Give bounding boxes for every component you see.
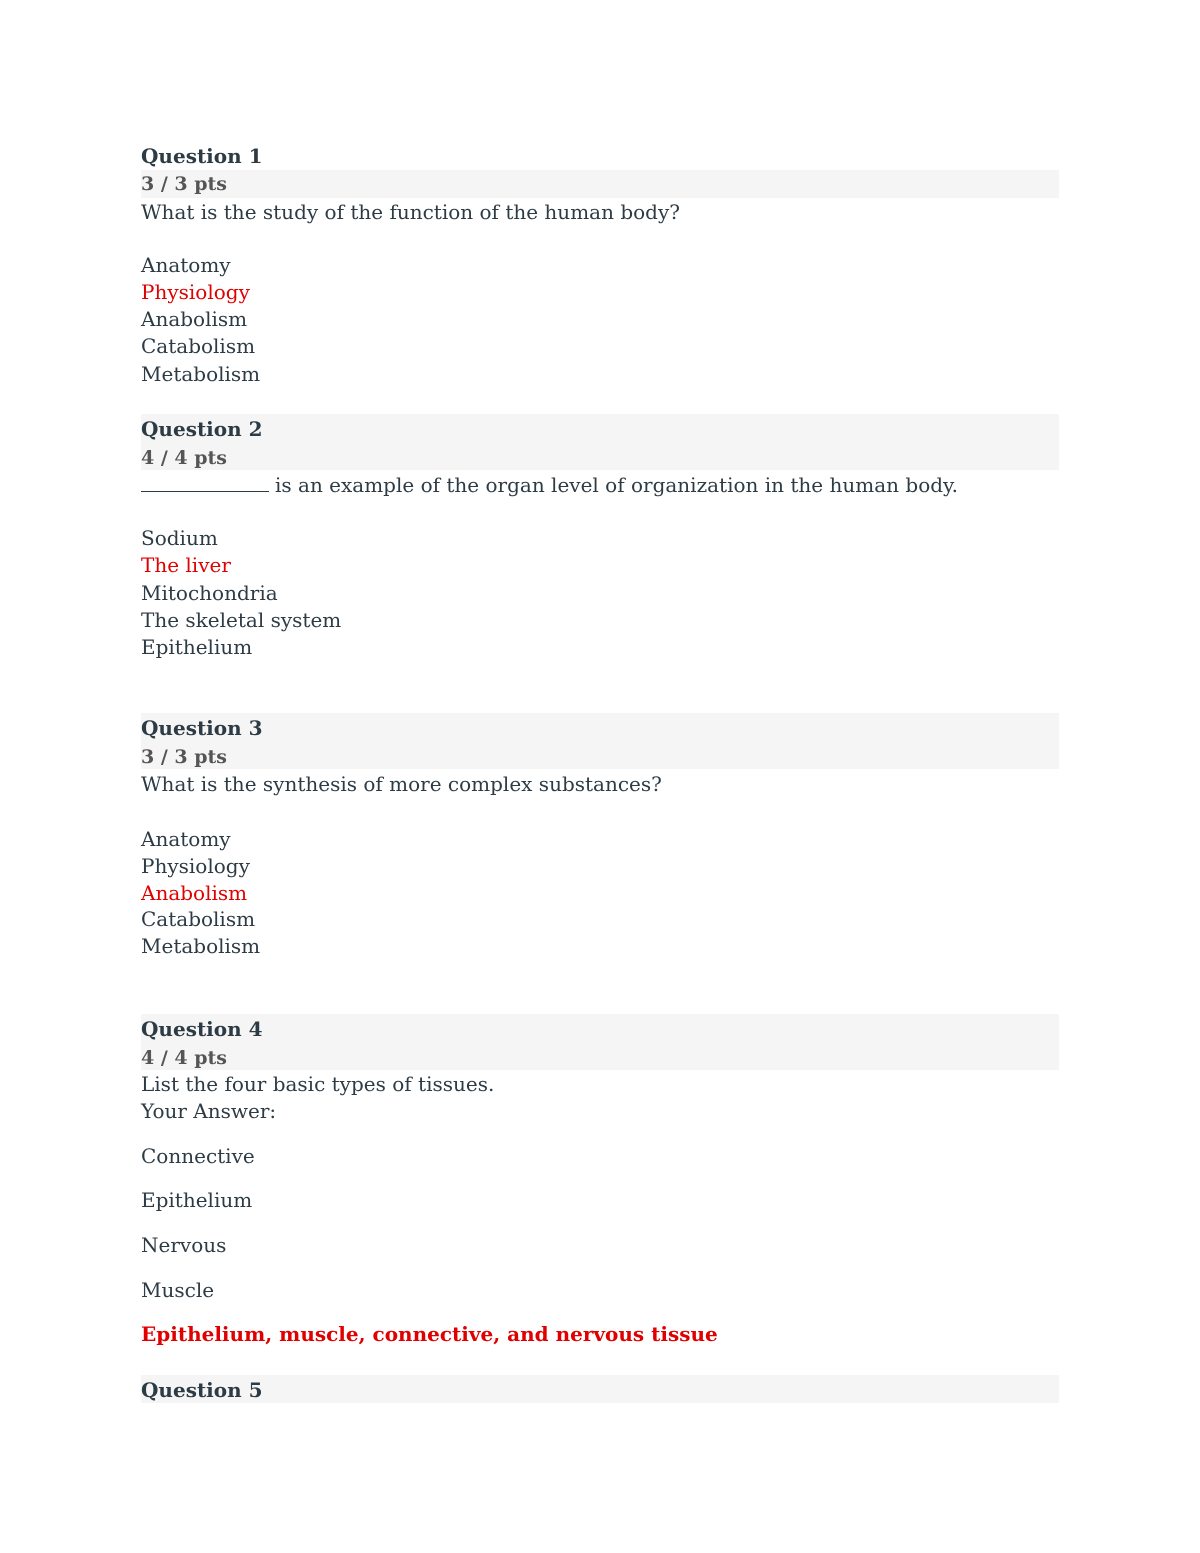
question-4-answer-2: Epithelium — [141, 1188, 253, 1212]
question-4-points: 4 / 4 pts — [141, 1047, 227, 1069]
question-4-answer-4: Muscle — [141, 1278, 215, 1302]
question-1-prompt: What is the study of the function of the human body? — [141, 200, 680, 224]
question-2-answer-3: Mitochondria — [141, 581, 278, 605]
question-4-answer-3: Nervous — [141, 1233, 227, 1257]
question-4-answer-1: Connective — [141, 1144, 255, 1168]
question-1-answer-3: Anabolism — [141, 307, 248, 331]
question-2-points: 4 / 4 pts — [141, 447, 227, 469]
question-2-prompt-line — [141, 472, 958, 499]
question-2-prompt: is an example of the organ level of organization in the human body. — [275, 473, 959, 497]
question-3-answer-1: Anatomy — [141, 827, 231, 851]
question-3-title: Question 3 — [141, 716, 263, 740]
question-5-header-band — [141, 1375, 1059, 1403]
question-2-answer-2-correct: The liver — [141, 553, 231, 577]
question-5-title: Question 5 — [141, 1378, 263, 1402]
question-3-answer-2: Physiology — [141, 854, 250, 878]
question-1-title: Question 1 — [141, 144, 263, 168]
question-2-answer-4: The skeletal system — [141, 608, 342, 632]
question-3-answer-3-correct: Anabolism — [141, 881, 248, 905]
question-4-correct-answer: Epithelium, muscle, connective, and nervous tissue — [141, 1322, 718, 1346]
question-3-answer-5: Metabolism — [141, 934, 261, 958]
your-answer-label: Your Answer: — [141, 1099, 277, 1123]
question-1-answer-5: Metabolism — [141, 362, 261, 386]
question-1-answer-4: Catabolism — [141, 334, 256, 358]
question-4-title: Question 4 — [141, 1017, 263, 1041]
question-2-answer-1: Sodium — [141, 526, 218, 550]
question-1-answer-2-correct: Physiology — [141, 280, 250, 304]
question-2-title: Question 2 — [141, 417, 263, 441]
question-4-prompt: List the four basic types of tissues. — [141, 1072, 495, 1096]
question-3-points: 3 / 3 pts — [141, 746, 227, 768]
question-2-header-band — [141, 414, 1059, 470]
question-1-points: 3 / 3 pts — [141, 173, 227, 195]
question-3-prompt: What is the synthesis of more complex substances? — [141, 772, 662, 796]
question-1-header-band — [141, 170, 1059, 198]
fill-in-blank — [141, 473, 269, 492]
question-4-header-band — [141, 1014, 1059, 1070]
question-1-answer-1: Anatomy — [141, 253, 231, 277]
question-2-answer-5: Epithelium — [141, 635, 253, 659]
question-3-answer-4: Catabolism — [141, 907, 256, 931]
question-3-header-band — [141, 713, 1059, 769]
